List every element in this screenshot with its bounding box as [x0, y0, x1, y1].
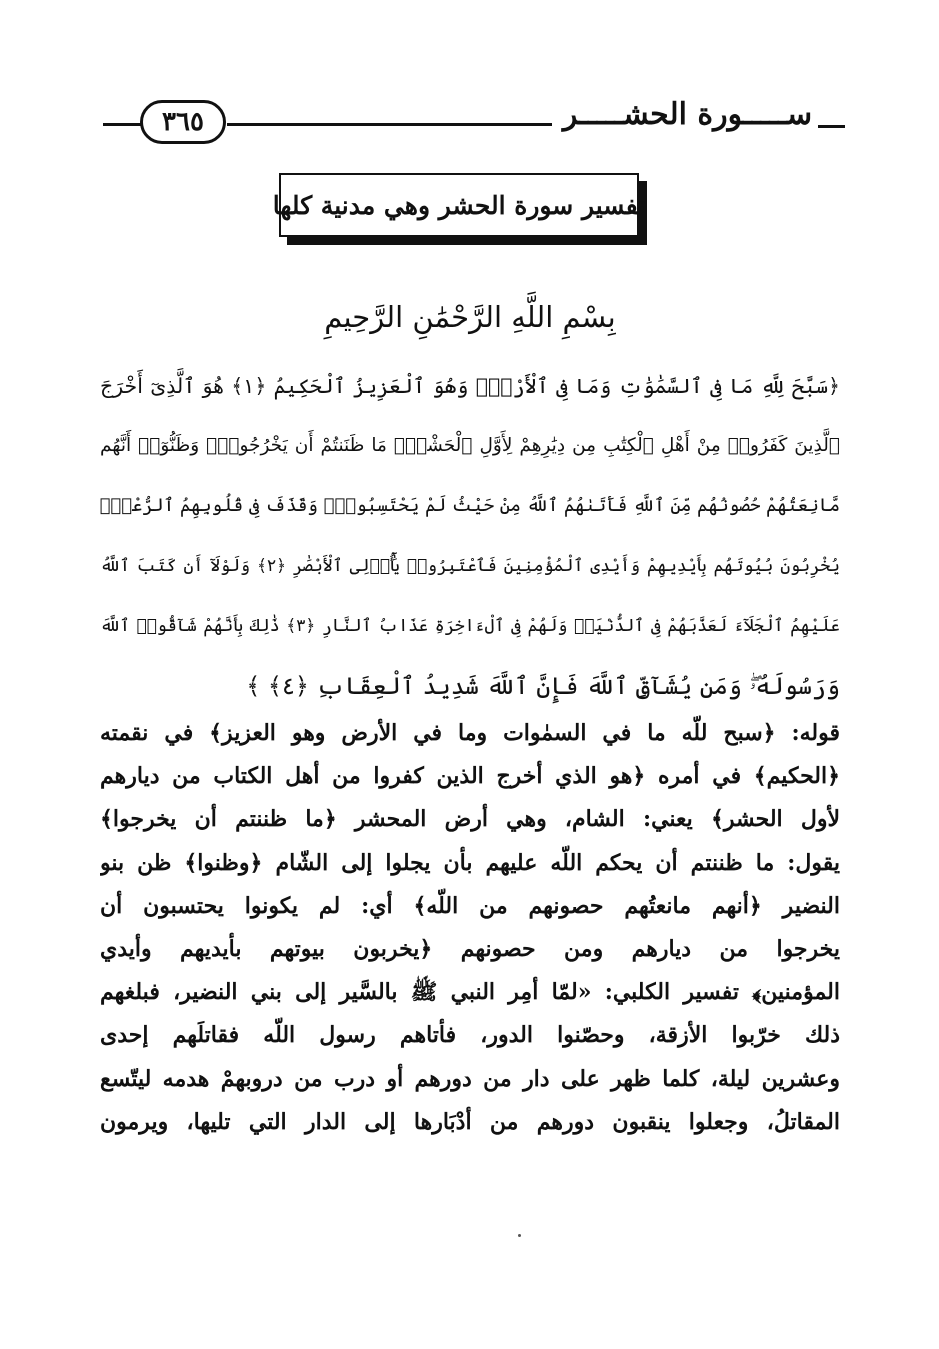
verse-line: مَّانِعَتُهُمْ حُصُونُهُم مِّنَ ٱللَّهِ فَأَتَىٰهُمُ ٱللَّهُ مِنْ حَيْثُ لَمْ يَحْتَسِبُوا۟ۖ وَقَذَفَ فِى قُلُوبِهِمُ ٱلرُّعْبَۚ: [100, 495, 840, 516]
tafsir-line: المؤمنين﴾ تفسير الكلبي: «لمّا أمِر النبي ﷺ بالسَّير إلى بني النضير، فبلغهم: [100, 979, 840, 1006]
header-rule-right: [818, 125, 845, 128]
tafsir-line: لأول الحشر﴾ يعني: الشام، وهي أرض المحشر ﴿ما ظننتم أن يخرجوا﴾: [100, 806, 840, 833]
chapter-title-frame: [272, 173, 647, 245]
scan-speck: [518, 1234, 521, 1237]
verse-line: عَلَيْهِمُ ٱلْجَلَآءَ لَعَذَّبَهُمْ فِى ٱلدُّنْيَاۖ وَلَهُمْ فِى ٱلْءَاخِرَةِ عَذَابُ ٱلنَّارِ ﴿٣﴾ ذَٰلِكَ بِأَنَّهُمْ شَآقُّوا۟ ٱللَّهَ: [100, 616, 840, 636]
tafsir-line: النضير ﴿أنهم مانعتُهم حصونهم من اللّه﴾ أي: لم يكونوا يحتسبون أن: [100, 892, 840, 919]
verse-line: ٱلَّذِينَ كَفَرُوا۟ مِنْ أَهْلِ ٱلْكِتَٰبِ مِن دِيَٰرِهِمْ لِأَوَّلِ ٱلْحَشْرِۚ مَا ظَنَنتُمْ أَن يَخْرُجُوا۟ۖ وَظَنُّوٓا۟ أَنَّهُم: [100, 435, 840, 456]
tafsir-line: يقول: ما ظننتم أن يحكم اللّه عليهم بأن يجلوا إلى الشّام ﴿وظنوا﴾ ظن بنو: [100, 849, 840, 876]
page-number: ٣٦٥: [140, 100, 226, 144]
basmala: بِسْمِ اللَّهِ الرَّحْمَٰنِ الرَّحِيمِ: [324, 300, 616, 334]
header-rule-left: [103, 123, 141, 126]
tafsir-line: وعشرين ليلة، كلما ظهر على دار من دورهم أو درب من دروبهمْ هدمه ليتّسع: [100, 1065, 840, 1092]
tafsir-line: ذلك خرّبوا الأزقة، وحصّنوا الدور، فأتاهم رسول اللّه فقاتلَهم إحدى: [100, 1022, 840, 1049]
tafsir-line: المقاتلُ، وجعلوا ينقبون دورهم من أدْبَارها إلى الدار التي تليها، ويرمون: [100, 1108, 840, 1135]
verse-line: وَرَسُولَهُۥۖ وَمَن يُشَآقِّ ٱللَّهَ فَإِنَّ ٱللَّهَ شَدِيدُ ٱلْعِقَابِ ﴿٤﴾ ﴾: [246, 672, 840, 700]
quran-verses: [100, 356, 840, 716]
tafsir-line: قوله: ﴿سبح للّه ما في السمٰوات وما في الأرض وهو العزيز﴾ في نقمته: [100, 720, 840, 746]
verse-line: يُخْرِبُونَ بُيُوتَهُم بِأَيْدِيهِمْ وَأَيْدِى ٱلْمُؤْمِنِينَ فَٱعْتَبِرُوا۟ يَٰٓأُو۟لِى ٱلْأَبْصَٰرِ ﴿٢﴾ وَلَوْلَآ أَن كَتَبَ ٱللَّهُ: [100, 556, 840, 576]
chapter-title: تفسير سورة الحشر وهي مدنية كلها: [279, 173, 639, 237]
verse-line: ﴿سَبَّحَ لِلَّهِ مَا فِى ٱلسَّمَٰوَٰتِ وَمَا فِى ٱلْأَرْضِۖ وَهُوَ ٱلْعَزِيزُ ٱلْحَكِيمُ ﴿١﴾ هُوَ ٱلَّذِىٓ أَخْرَجَ: [100, 374, 840, 398]
tafsir-line: ﴿الحكيم﴾ في أمره ﴿هو الذي أخرج الذين كفروا من أهل الكتاب من ديارهم: [100, 763, 840, 790]
header-rule-middle: [227, 123, 552, 126]
running-title: ســـــورة الحشـــــر: [562, 97, 813, 132]
tafsir-line: يخرجوا من ديارهم ومن حصونهم ﴿يخربون بيوتهم بأيديهم وأيدي: [100, 935, 840, 962]
tafsir-text: [100, 712, 840, 1144]
running-header: [0, 0, 939, 150]
